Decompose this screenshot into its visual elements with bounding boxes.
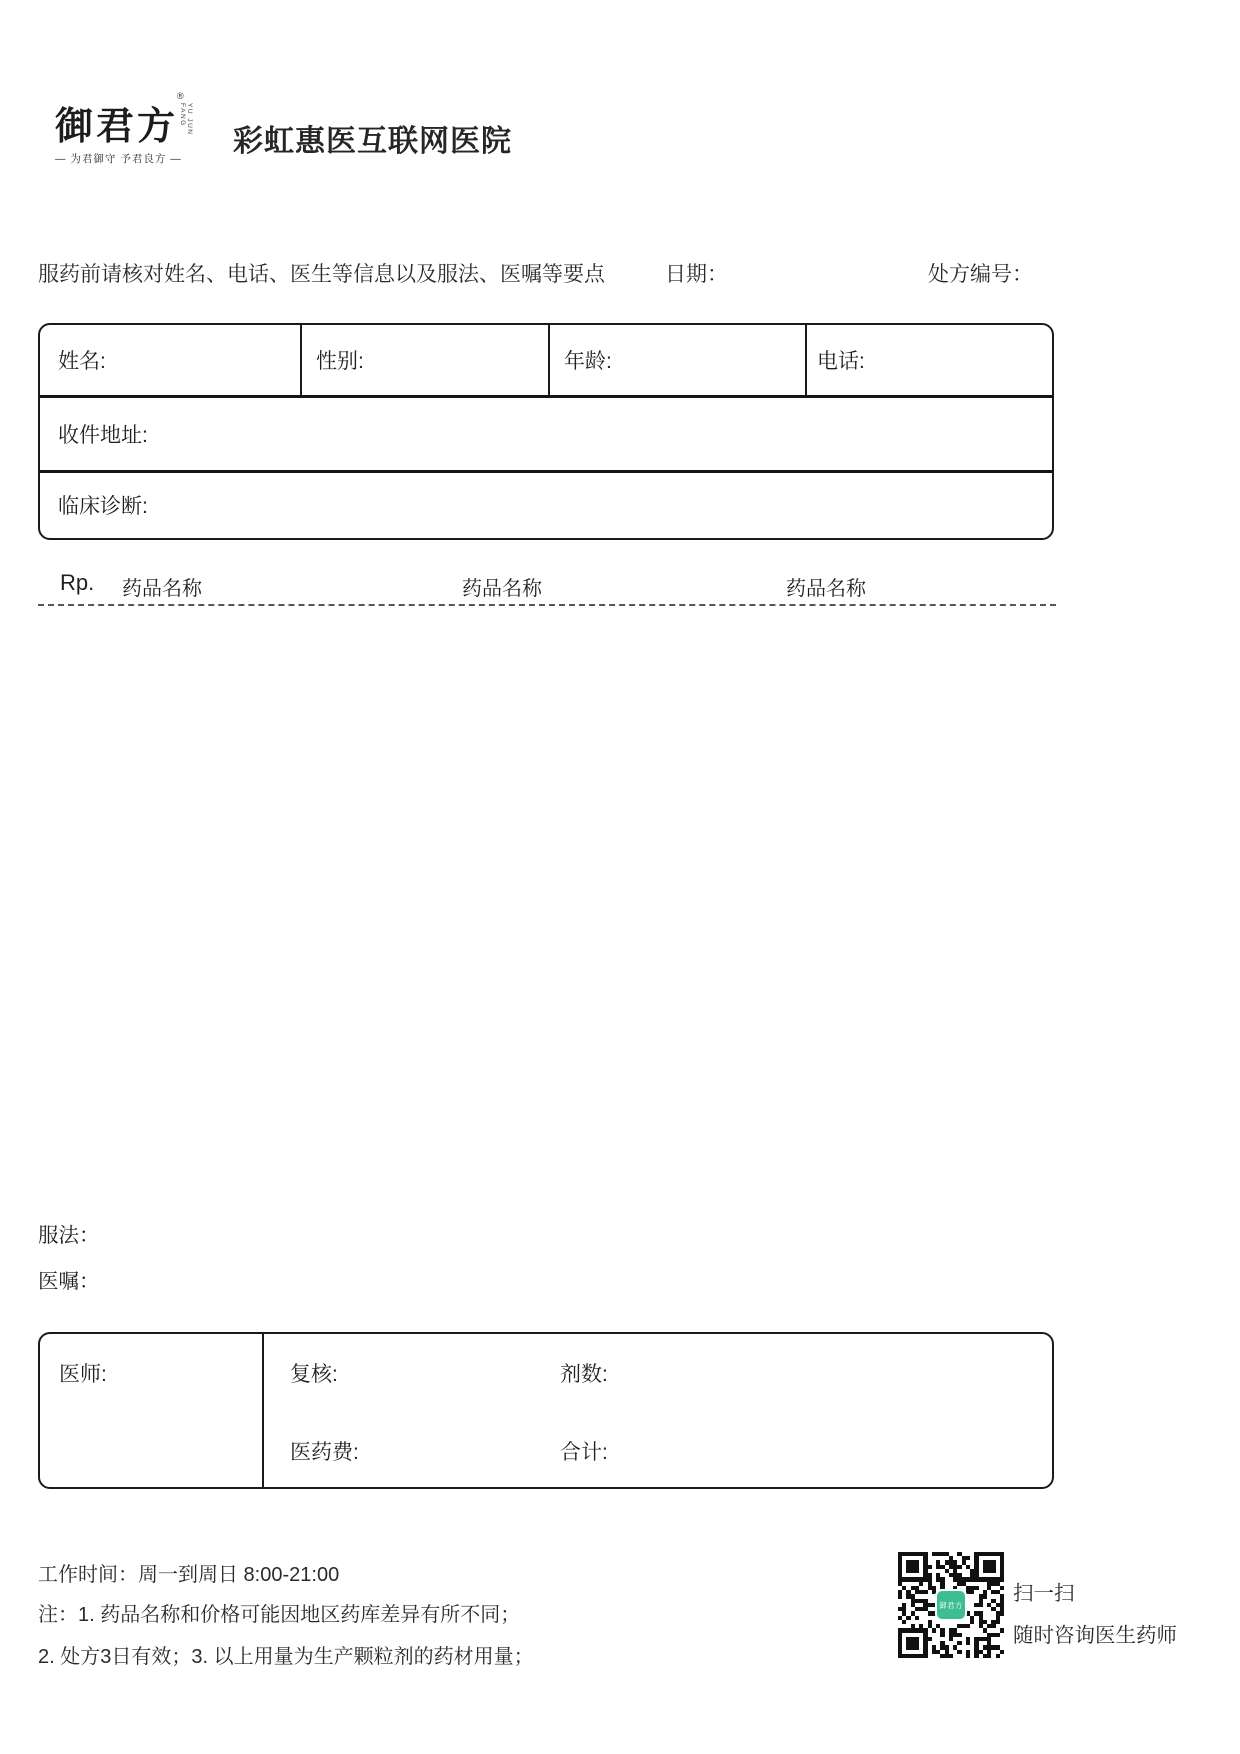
scan-subtitle: 随时咨询医生药师 <box>1013 1624 1177 1647</box>
qr-code <box>898 1552 1004 1658</box>
fee-total-row <box>290 1436 1052 1466</box>
date-label: 日期： <box>665 263 728 286</box>
medicine-fee-field: 医药费: <box>290 1441 359 1464</box>
brand-logo-text: 御君方 <box>55 103 179 148</box>
clinical-diagnosis-field: 临床诊断: <box>40 470 1052 537</box>
drug-name-column-header-2: 药品名称 <box>462 578 542 600</box>
physician-field: 医师: <box>40 1334 264 1487</box>
work-hours: 工作时间：周一到周日 8:00-21:00 <box>38 1564 340 1586</box>
review-doses-row <box>290 1358 1052 1388</box>
medical-advice-label: 医嘱： <box>38 1270 100 1293</box>
reviewer-field: 复核: <box>290 1363 338 1386</box>
verification-notice: 服药前请核对姓名、电话、医生等信息以及服法、医嘱等要点 <box>38 263 605 286</box>
patient-info-row-1 <box>40 325 1052 395</box>
patient-gender-field: 性别: <box>302 325 550 395</box>
brand-tagline: — 为君御守 予君良方 — <box>55 153 182 165</box>
patient-name-field: 姓名: <box>40 325 302 395</box>
patient-info-box <box>38 323 1054 540</box>
brand-logo-pinyin: YU JUN FANG <box>179 103 193 136</box>
usage-label: 服法： <box>38 1224 100 1247</box>
doses-field: 剂数: <box>560 1363 608 1386</box>
total-field: 合计: <box>560 1441 608 1464</box>
prescription-number-label: 处方编号： <box>928 263 1033 286</box>
registered-trademark-icon: ® <box>177 91 184 101</box>
drug-list-divider <box>38 604 1056 606</box>
drug-name-column-header-3: 药品名称 <box>786 578 866 600</box>
patient-age-field: 年龄: <box>550 325 807 395</box>
drug-name-column-header-1: 药品名称 <box>122 578 202 600</box>
note-line-2: 2. 处方3日有效；3. 以上用量为生产颗粒剂的药材用量； <box>38 1646 534 1668</box>
scan-title: 扫一扫 <box>1013 1582 1075 1605</box>
qr-center-logo: 御君方 <box>935 1589 967 1621</box>
signature-box-right <box>264 1334 1052 1487</box>
rp-label: Rp. <box>60 570 95 595</box>
hospital-name: 彩虹惠医互联网医院 <box>233 125 512 158</box>
patient-phone-field: 电话: <box>817 350 865 373</box>
shipping-address-field: 收件地址: <box>40 395 1052 470</box>
brand-logo <box>55 93 215 173</box>
note-line-1: 注：1. 药品名称和价格可能因地区药库差异有所不同； <box>38 1604 521 1626</box>
signature-box <box>38 1332 1054 1489</box>
